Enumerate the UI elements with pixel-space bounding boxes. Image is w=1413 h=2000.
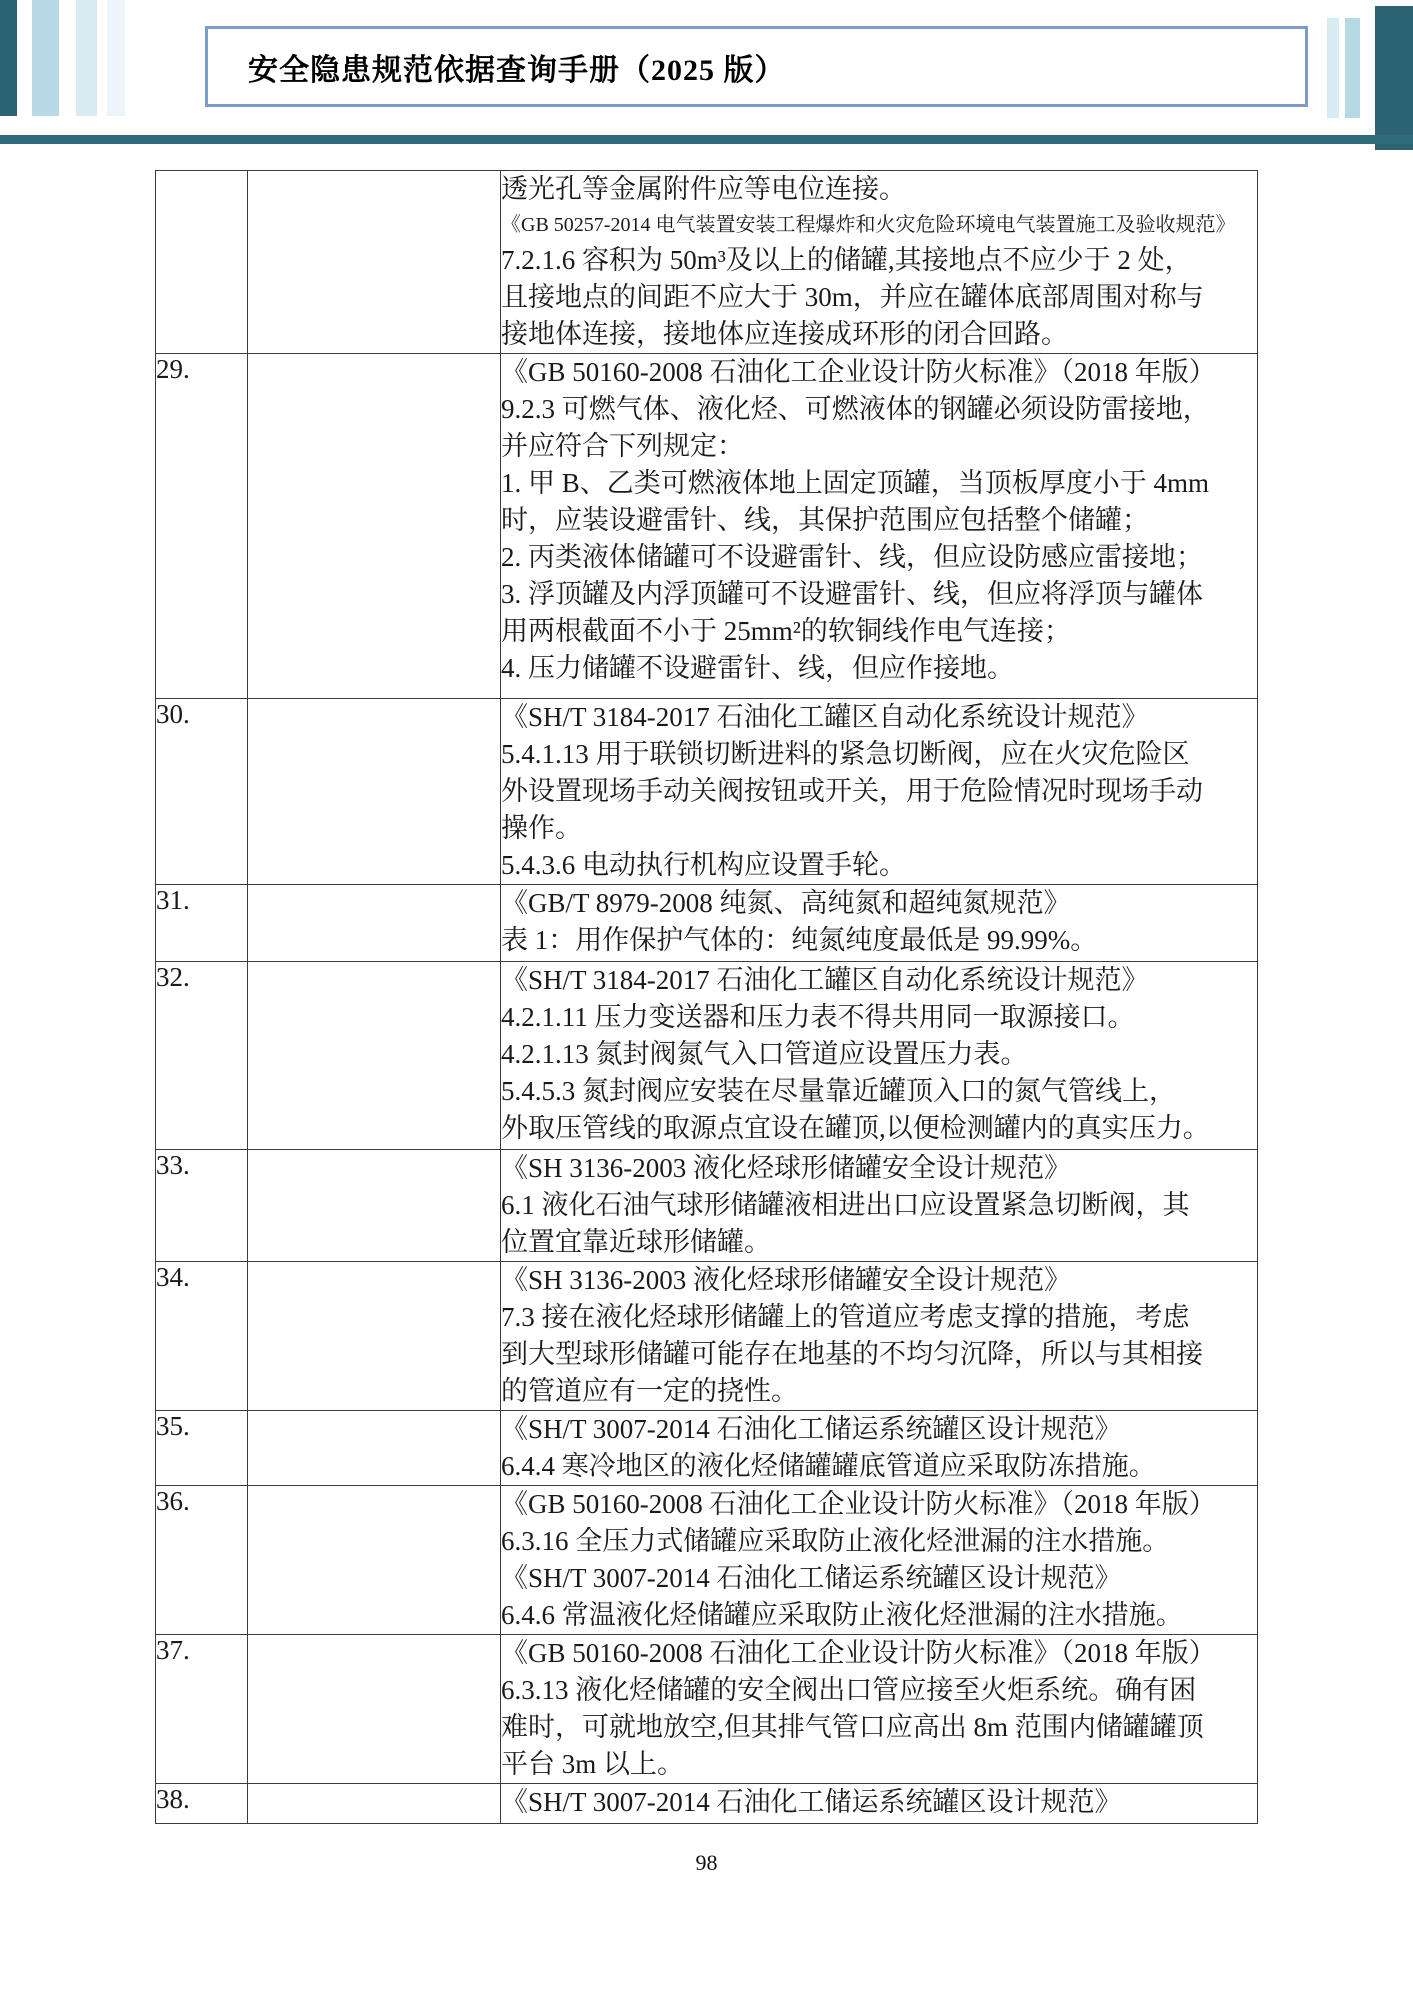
content-line: 并应符合下列规定： — [501, 431, 744, 461]
row-empty-cell — [248, 1486, 501, 1635]
content-line: 6.1 液化石油气球形储罐液相进出口应设置紧急切断阀，其 — [501, 1190, 1190, 1220]
header-title-box — [205, 26, 1308, 107]
row-number: 34. — [156, 1262, 248, 1411]
row-number — [156, 171, 248, 354]
content-line: 4.2.1.11 压力变送器和压力表不得共用同一取源接口。 — [501, 1002, 1135, 1032]
table-row — [156, 1486, 1258, 1635]
content-line: 接地体连接，接地体应连接成环形的闭合回路。 — [501, 319, 1068, 349]
content-line: 外取压管线的取源点宜设在罐顶,以便检测罐内的真实压力。 — [501, 1113, 1210, 1143]
row-content — [501, 885, 1258, 962]
decor-bar-light-3 — [107, 0, 125, 116]
row-empty-cell — [248, 354, 501, 699]
decor-bar-dark-right — [1375, 6, 1413, 150]
content-line: 6.4.4 寒冷地区的液化烃储罐罐底管道应采取防冻措施。 — [501, 1451, 1156, 1481]
row-content — [501, 1486, 1258, 1635]
content-line: 《SH/T 3184-2017 石油化工罐区自动化系统设计规范》 — [501, 702, 1149, 732]
content-line: 5.4.3.6 电动执行机构应设置手轮。 — [501, 850, 906, 880]
content-line: 透光孔等金属附件应等电位连接。 — [501, 174, 906, 204]
content-line: 位置宜靠近球形储罐。 — [501, 1227, 771, 1257]
table-row — [156, 171, 1258, 354]
row-number: 32. — [156, 962, 248, 1150]
content-line: 且接地点的间距不应大于 30m，并应在罐体底部周围对称与 — [501, 282, 1204, 312]
row-content — [501, 1784, 1258, 1824]
content-line: 用两根截面不小于 25mm²的软铜线作电气连接； — [501, 616, 1071, 646]
table-row — [156, 885, 1258, 962]
row-content — [501, 1262, 1258, 1411]
content-line: 7.2.1.6 容积为 50m³及以上的储罐,其接地点不应少于 2 处， — [501, 245, 1192, 275]
content-line: 《SH/T 3007-2014 石油化工储运系统罐区设计规范》 — [501, 1563, 1122, 1593]
content-line: 9.2.3 可燃气体、液化烃、可燃液体的钢罐必须设防雷接地， — [501, 394, 1210, 424]
row-content — [501, 1635, 1258, 1784]
content-line: 表 1：用作保护气体的：纯氮纯度最低是 99.99%。 — [501, 925, 1098, 955]
content-line: 到大型球形储罐可能存在地基的不均匀沉降，所以与其相接 — [501, 1339, 1203, 1369]
content-line: 4. 压力储罐不设避雷针、线，但应作接地。 — [501, 653, 1014, 683]
content-line: 7.3 接在液化烃球形储罐上的管道应考虑支撑的措施，考虑 — [501, 1302, 1190, 1332]
row-number: 35. — [156, 1411, 248, 1486]
row-empty-cell — [248, 962, 501, 1150]
content-line: 《SH 3136-2003 液化烃球形储罐安全设计规范》 — [501, 1153, 1072, 1183]
row-content — [501, 354, 1258, 699]
content-line: 4.2.1.13 氮封阀氮气入口管道应设置压力表。 — [501, 1039, 1028, 1069]
regulation-table — [155, 170, 1258, 1824]
row-empty-cell — [248, 1784, 501, 1824]
table-row — [156, 354, 1258, 699]
row-empty-cell — [248, 1635, 501, 1784]
header-rule — [0, 135, 1413, 144]
row-content — [501, 171, 1258, 354]
row-number: 30. — [156, 699, 248, 885]
table-row — [156, 1411, 1258, 1486]
content-line: 平台 3m 以上。 — [501, 1749, 685, 1779]
row-content — [501, 1411, 1258, 1486]
row-number: 36. — [156, 1486, 248, 1635]
row-empty-cell — [248, 1150, 501, 1262]
decor-bar-light-2 — [76, 0, 97, 116]
content-line: 《GB 50160-2008 石油化工企业设计防火标准》（2018 年版） — [501, 357, 1216, 387]
content-line: 1. 甲 B、乙类可燃液体地上固定顶罐，当顶板厚度小于 4mm — [501, 468, 1210, 498]
page-title: 安全隐患规范依据查询手册（2025 版） — [248, 53, 786, 87]
table-row — [156, 962, 1258, 1150]
table-row — [156, 1262, 1258, 1411]
decor-bar-right-light-2 — [1345, 18, 1360, 118]
content-line: 3. 浮顶罐及内浮顶罐可不设避雷针、线，但应将浮顶与罐体 — [501, 579, 1203, 609]
row-empty-cell — [248, 1411, 501, 1486]
content-line: 《SH 3136-2003 液化烃球形储罐安全设计规范》 — [501, 1265, 1072, 1295]
row-content — [501, 1150, 1258, 1262]
decor-bar-light-1 — [32, 0, 59, 116]
content-line: 操作。 — [501, 813, 582, 843]
row-empty-cell — [248, 699, 501, 885]
row-content — [501, 962, 1258, 1150]
content-line: 6.3.13 液化烃储罐的安全阀出口管应接至火炬系统。确有困 — [501, 1675, 1197, 1705]
content-line: 《GB 50160-2008 石油化工企业设计防火标准》（2018 年版） — [501, 1638, 1216, 1668]
content-line: 外设置现场手动关阀按钮或开关，用于危险情况时现场手动 — [501, 776, 1203, 806]
content-line: 6.3.16 全压力式储罐应采取防止液化烃泄漏的注水措施。 — [501, 1526, 1170, 1556]
content-line: 《SH/T 3007-2014 石油化工储运系统罐区设计规范》 — [501, 1414, 1122, 1444]
content-line: 时，应装设避雷针、线，其保护范围应包括整个储罐； — [501, 505, 1149, 535]
content-line: 2. 丙类液体储罐可不设避雷针、线，但应设防感应雷接地； — [501, 542, 1203, 572]
row-number: 38. — [156, 1784, 248, 1824]
row-empty-cell — [248, 885, 501, 962]
row-number: 29. — [156, 354, 248, 699]
content-line: 《SH/T 3007-2014 石油化工储运系统罐区设计规范》 — [501, 1787, 1122, 1817]
table-row — [156, 1784, 1258, 1824]
row-number: 37. — [156, 1635, 248, 1784]
row-empty-cell — [248, 171, 501, 354]
content-line: 《GB/T 8979-2008 纯氮、高纯氮和超纯氮规范》 — [501, 888, 1071, 918]
content-line: 《SH/T 3184-2017 石油化工罐区自动化系统设计规范》 — [501, 965, 1149, 995]
row-content — [501, 699, 1258, 885]
content-line: 的管道应有一定的挠性。 — [501, 1376, 798, 1406]
content-line: 5.4.1.13 用于联锁切断进料的紧急切断阀，应在火灾危险区 — [501, 739, 1190, 769]
table-row — [156, 1150, 1258, 1262]
content-line: 《GB 50160-2008 石油化工企业设计防火标准》（2018 年版） — [501, 1489, 1216, 1519]
decor-bar-dark-left — [0, 0, 17, 116]
content-line: 难时，可就地放空,但其排气管口应高出 8m 范围内储罐罐顶 — [501, 1712, 1204, 1742]
table-row — [156, 1635, 1258, 1784]
page-number: 98 — [695, 1850, 718, 1875]
content-line: 《GB 50257-2014 电气装置安装工程爆炸和火灾危险环境电气装置施工及验收规范》 — [501, 214, 1236, 236]
content-line: 6.4.6 常温液化烃储罐应采取防止液化烃泄漏的注水措施。 — [501, 1600, 1183, 1630]
content-line: 5.4.5.3 氮封阀应安装在尽量靠近罐顶入口的氮气管线上， — [501, 1076, 1176, 1106]
table-row — [156, 699, 1258, 885]
decor-bar-right-light-1 — [1327, 18, 1339, 118]
row-empty-cell — [248, 1262, 501, 1411]
row-number: 31. — [156, 885, 248, 962]
row-number: 33. — [156, 1150, 248, 1262]
